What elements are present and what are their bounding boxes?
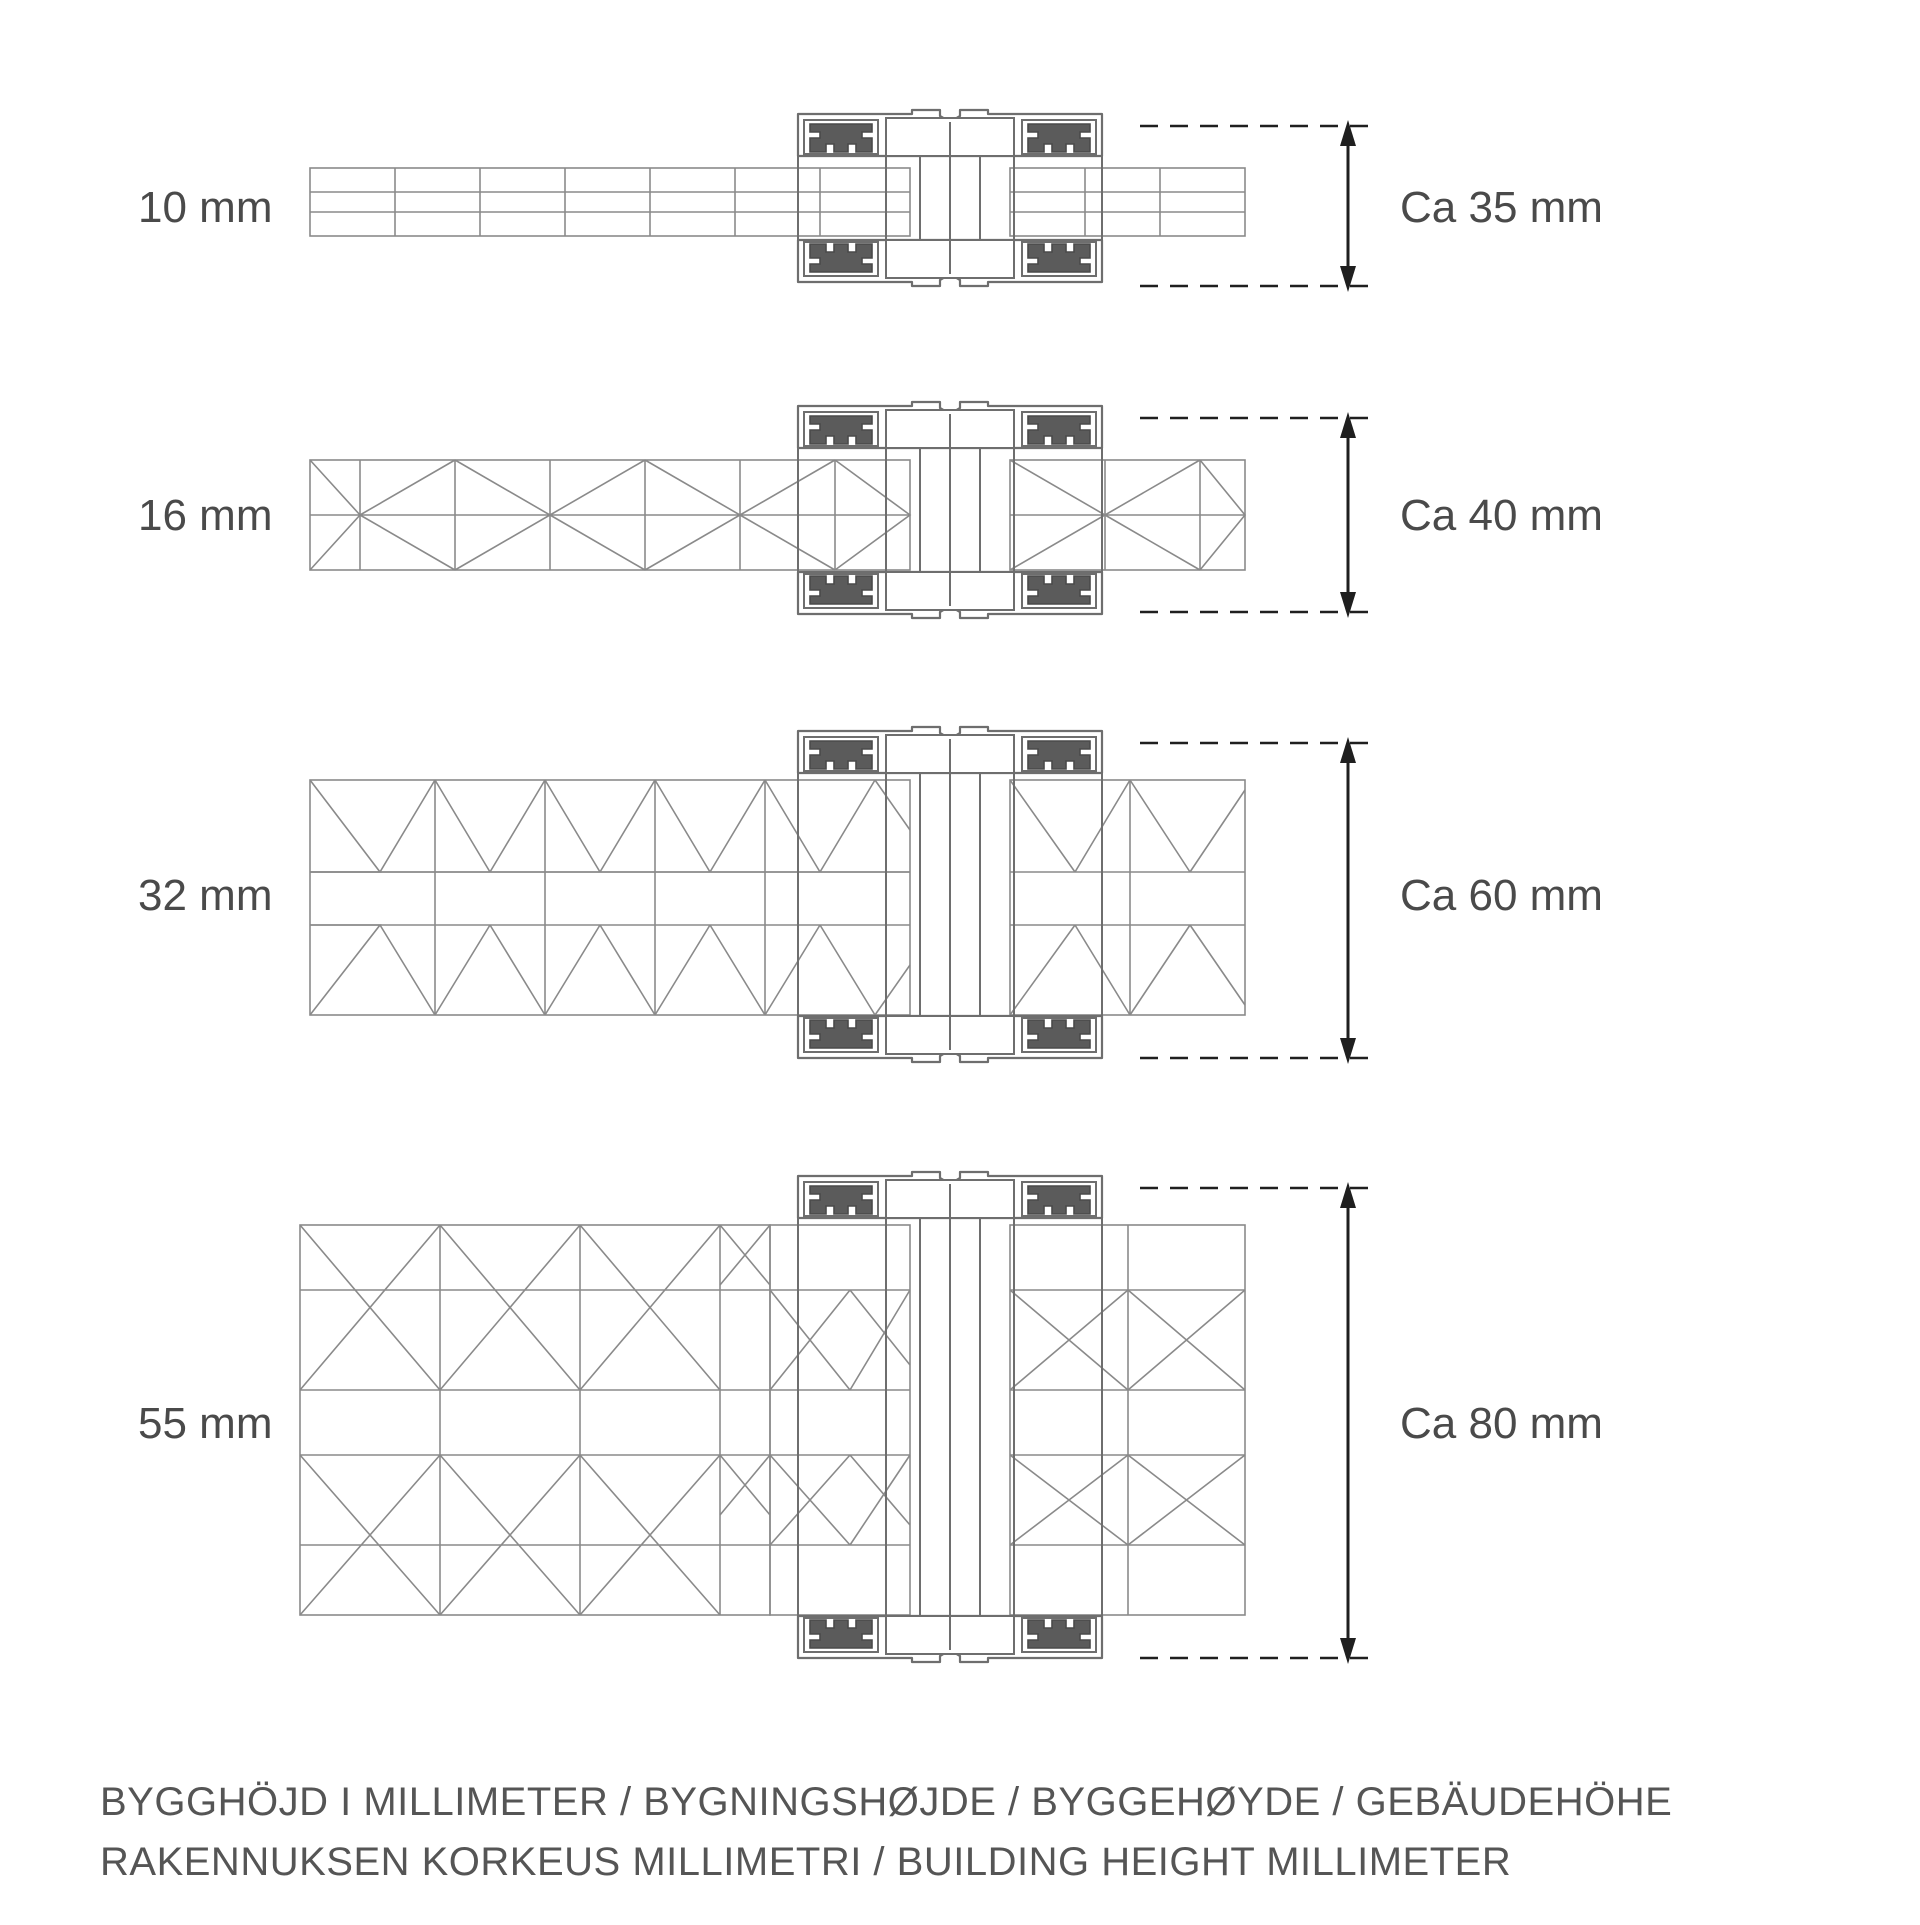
panel-left-16mm [310, 460, 910, 570]
panel-thickness-label-32mm: 32 mm [138, 871, 273, 920]
panel-thickness-label-16mm: 16 mm [138, 491, 273, 540]
building-height-label-55mm: Ca 80 mm [1400, 1399, 1603, 1448]
dimension-extension-lines-55mm [1140, 1188, 1380, 1658]
building-height-label-32mm: Ca 60 mm [1400, 871, 1603, 920]
dimension-extension-lines-32mm [1140, 743, 1380, 1058]
panel-right-16mm [1010, 460, 1245, 570]
caption-line-2: RAKENNUKSEN KORKEUS MILLIMETRI / BUILDING HEIGHT MILLIMETER [100, 1840, 1512, 1884]
row-10mm [138, 110, 1603, 292]
caption-line-1: BYGGHÖJD I MILLIMETER / BYGNINGSHØJDE / BYGGEHØYDE / GEBÄUDEHÖHE [100, 1780, 1673, 1824]
panel-right-32mm [1010, 780, 1245, 1015]
row-55mm [138, 1172, 1603, 1664]
dimension-arrow-55mm [1340, 1182, 1356, 1664]
panel-left-10mm [310, 168, 910, 236]
panel-left-55mm-ext [770, 1225, 910, 1615]
panel-left-32mm [310, 780, 910, 1015]
dimension-arrow-10mm [1340, 120, 1356, 292]
panel-right-10mm [1010, 168, 1245, 236]
dimension-arrow-32mm [1340, 737, 1356, 1064]
dimension-extension-lines-10mm [1140, 126, 1380, 286]
panel-thickness-label-10mm: 10 mm [138, 183, 273, 232]
panel-thickness-label-55mm: 55 mm [138, 1399, 273, 1448]
panel-right-55mm [1010, 1225, 1245, 1615]
row-16mm [138, 402, 1603, 618]
dimension-arrow-16mm [1340, 412, 1356, 618]
building-height-label-16mm: Ca 40 mm [1400, 491, 1603, 540]
panel-left-55mm [300, 1225, 770, 1615]
row-32mm [138, 727, 1603, 1064]
building-height-label-10mm: Ca 35 mm [1400, 183, 1603, 232]
